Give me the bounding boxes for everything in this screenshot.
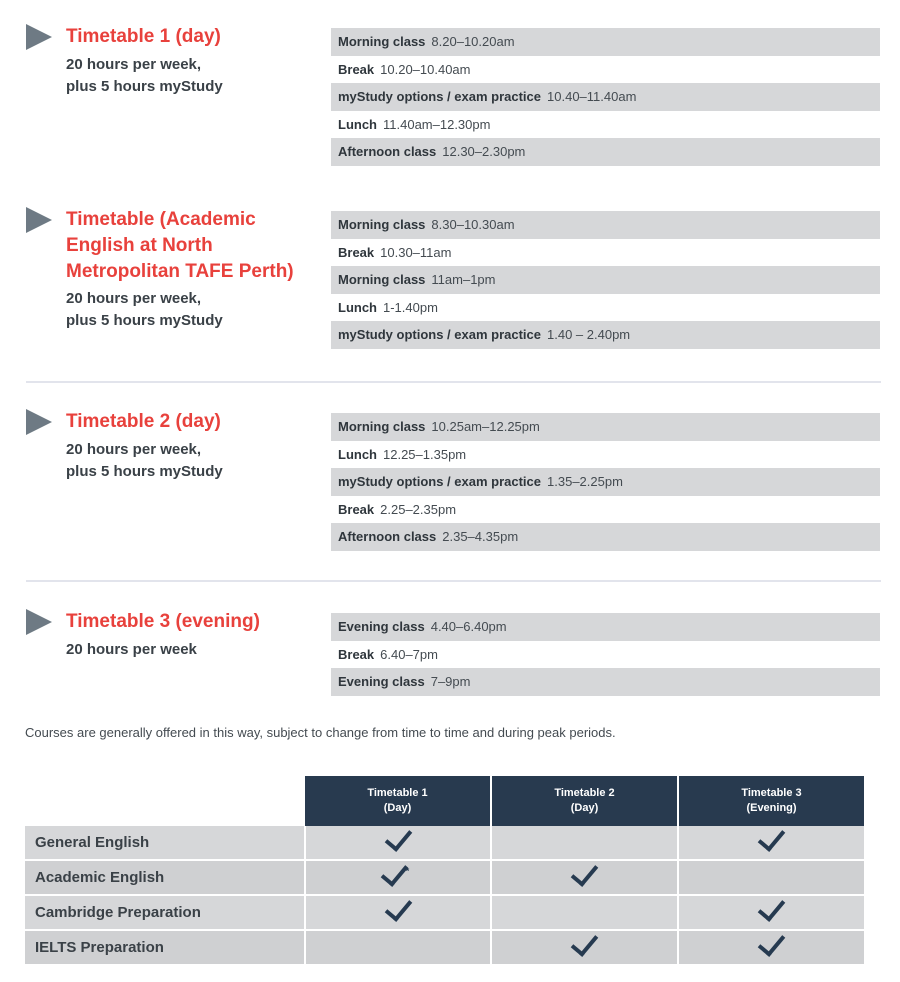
matrix-cell [305,860,491,895]
header-line: (Day) [570,802,599,814]
section-divider [26,580,881,582]
title-line: Timetable 3 (evening) [66,611,260,632]
arrow-icon [26,609,52,635]
schedule-row [331,641,880,669]
session-time: 12.30–2.30pm [442,144,526,159]
session-time: 10.30–11am [380,244,452,260]
header-line: Timetable 1 [367,787,428,799]
matrix-row [25,860,864,895]
timetable-title [66,24,316,50]
matrix-row [25,826,864,860]
session-label: Lunch [338,116,377,132]
matrix-cell [491,860,678,895]
schedule-row [331,111,880,139]
schedule-row [331,613,880,641]
check-icon [380,858,408,887]
availability-note: Courses are generally offered in this way, subject to change from time to time and during peak periods. [25,725,616,740]
course-name: IELTS Preparation [25,930,305,965]
hours-line: 20 hours per week, [66,441,202,458]
course-name: Cambridge Preparation [25,895,305,930]
arrow-icon [26,207,52,233]
session-time: 6.40–7pm [380,646,438,662]
matrix-header-row [25,776,864,826]
column-header [678,776,864,826]
title-line: Timetable (Academic [66,209,256,230]
schedule-row [331,211,880,239]
matrix-cell [305,930,491,965]
title-line: Metropolitan TAFE Perth) [66,261,294,282]
session-time: 1-1.40pm [383,299,438,315]
schedule-row [331,239,880,267]
timetable-title [66,207,326,285]
schedule-row [331,83,880,111]
arrow-icon [26,24,52,50]
matrix-cell [491,895,678,930]
schedule-row [331,56,880,84]
matrix-cell [491,826,678,860]
session-time: 10.25am–12.25pm [431,419,540,434]
matrix-cell [678,930,864,965]
header-line: (Day) [383,802,412,814]
schedule-rows [331,28,880,166]
hours-line: 20 hours per week [66,641,197,658]
header-line: (Evening) [746,802,797,814]
course-name: Academic English [25,860,305,895]
session-time: 11am–1pm [431,272,496,287]
schedule-row [331,441,880,469]
matrix-cell [678,826,864,860]
hours-line: plus 5 hours myStudy [66,463,223,480]
schedule-row [331,266,880,294]
title-line: Timetable 1 (day) [66,26,221,47]
schedule-row [331,523,880,551]
check-icon [571,858,599,887]
session-label: Break [338,501,375,517]
schedule-rows [331,211,880,349]
session-label: Morning class [338,217,426,232]
session-time: 2.25–2.35pm [380,501,457,517]
check-icon [384,823,412,852]
schedule-row [331,321,880,349]
session-time: 12.25–1.35pm [383,446,467,462]
schedule-row [331,138,880,166]
check-icon [758,928,786,957]
matrix-corner [25,776,305,826]
schedule-row [331,294,880,322]
schedule-row [331,413,880,441]
session-label: Afternoon class [338,529,437,544]
session-label: myStudy options / exam practice [338,474,542,489]
check-icon [571,928,599,957]
hours-line: plus 5 hours myStudy [66,312,223,329]
session-label: myStudy options / exam practice [338,327,542,342]
header-line: Timetable 2 [554,787,615,799]
header-line: Timetable 3 [741,787,802,799]
schedule-row [331,468,880,496]
column-header [305,776,491,826]
course-timetable-matrix [25,776,864,966]
schedule-rows [331,613,880,696]
session-time: 2.35–4.35pm [442,529,519,544]
check-icon [758,893,786,922]
check-icon [758,823,786,852]
session-time: 10.20–10.40am [380,61,471,77]
matrix-cell [491,930,678,965]
session-label: Break [338,61,375,77]
session-time: 8.20–10.20am [431,34,515,49]
schedule-rows [331,413,880,551]
session-time: 4.40–6.40pm [430,619,507,634]
session-label: Afternoon class [338,144,437,159]
matrix-row [25,930,864,965]
session-label: Evening class [338,674,425,689]
timetable-hours [66,54,316,98]
session-time: 10.40–11.40am [547,89,637,104]
timetable-hours [66,288,316,332]
timetable-hours [66,439,316,483]
column-header [491,776,678,826]
timetable-title [66,609,316,635]
hours-line: 20 hours per week, [66,56,202,73]
matrix-cell [678,895,864,930]
session-time: 1.40 – 2.40pm [547,327,631,342]
title-line: English at North [66,235,213,256]
schedule-row [331,668,880,696]
arrow-icon [26,409,52,435]
hours-line: plus 5 hours myStudy [66,78,223,95]
section-divider [26,381,881,383]
session-label: Break [338,646,375,662]
matrix-cell [678,860,864,895]
session-label: Evening class [338,619,425,634]
session-label: Lunch [338,446,377,462]
session-label: Break [338,244,375,260]
footnote-star: * [405,865,410,876]
timetable-hours [66,639,316,661]
matrix-row [25,895,864,930]
session-time: 8.30–10.30am [431,217,515,232]
matrix-cell [305,895,491,930]
session-label: Morning class [338,34,426,49]
session-time: 11.40am–12.30pm [383,116,491,132]
schedule-row [331,496,880,524]
session-label: myStudy options / exam practice [338,89,542,104]
schedule-row [331,28,880,56]
session-label: Morning class [338,419,426,434]
title-line: Timetable 2 (day) [66,411,221,432]
check-icon [384,893,412,922]
session-time: 7–9pm [430,674,471,689]
matrix-cell [305,826,491,860]
timetable-title [66,409,316,435]
session-label: Lunch [338,299,377,315]
hours-line: 20 hours per week, [66,290,202,307]
session-label: Morning class [338,272,426,287]
course-name: General English [25,826,305,860]
session-time: 1.35–2.25pm [547,474,623,489]
